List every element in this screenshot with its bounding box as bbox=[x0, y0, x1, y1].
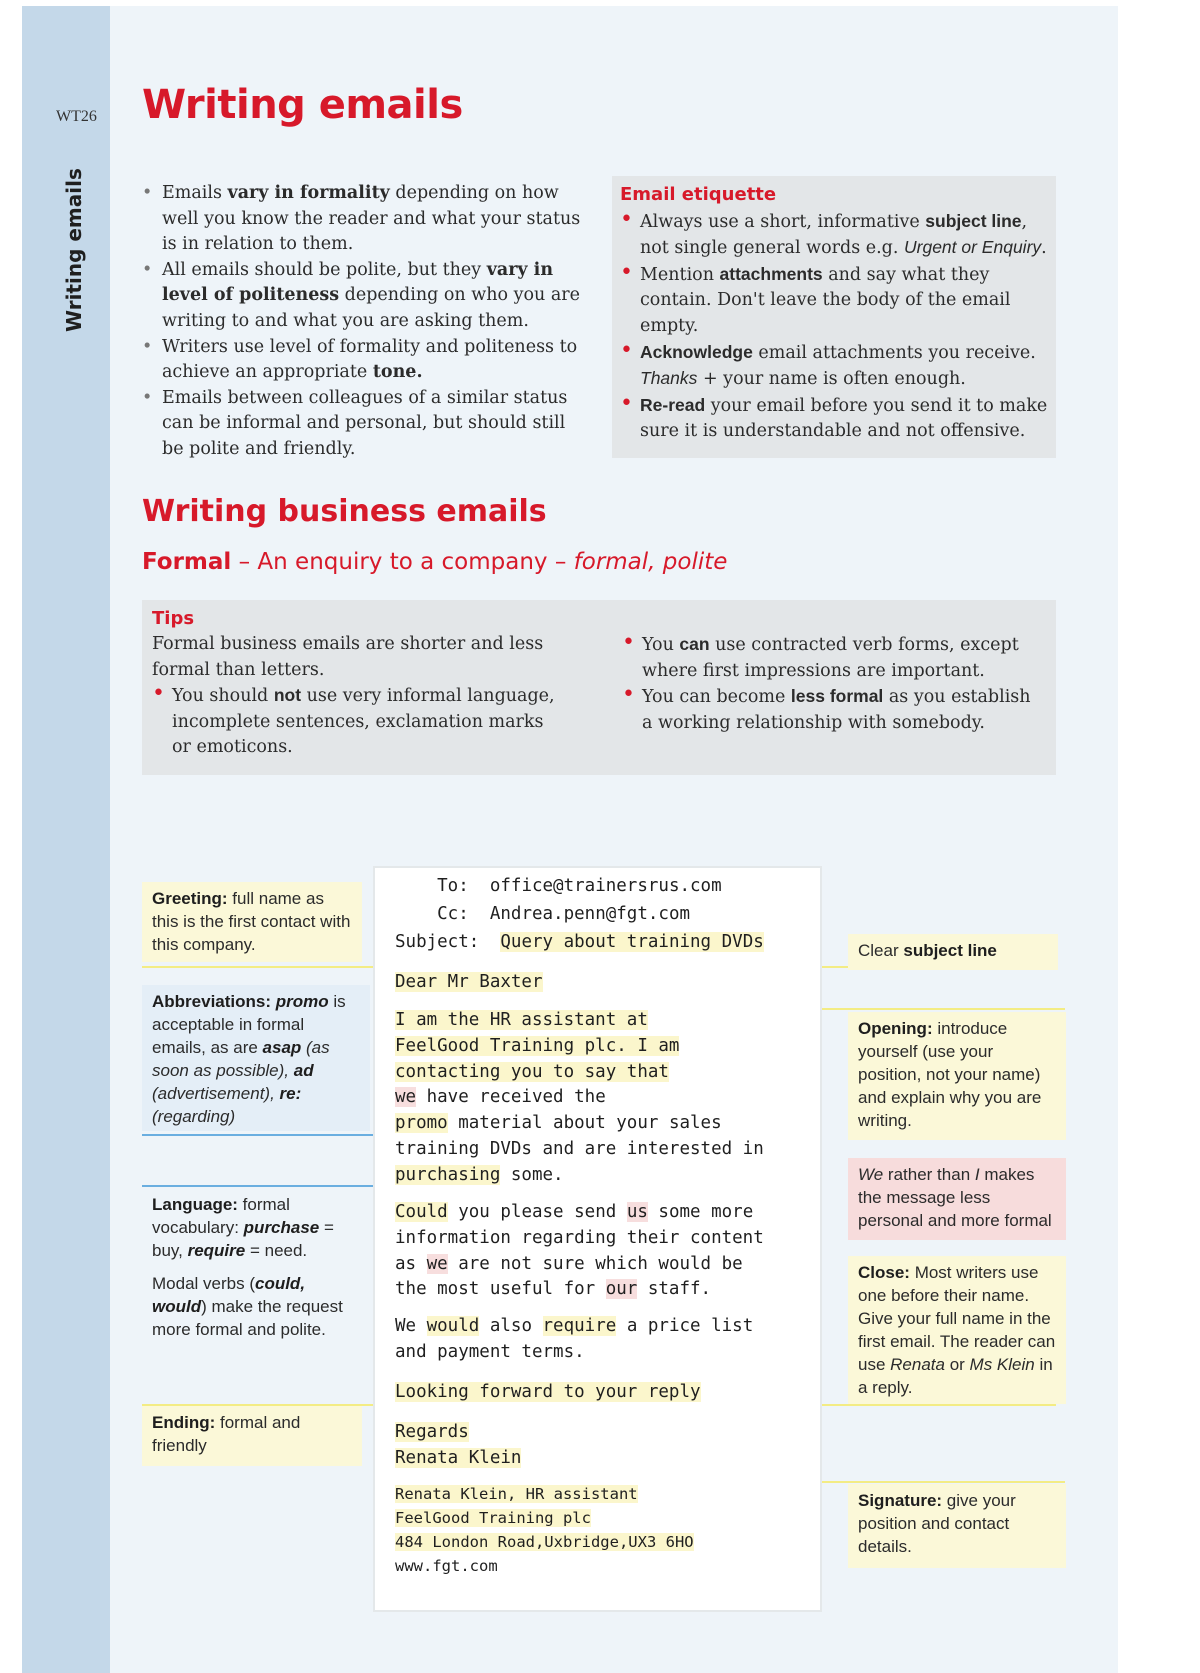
intro-list bbox=[142, 181, 592, 463]
email-paragraph-1: I am the HR assistant at FeelGood Training plc. I am contacting you to say that we have received the promo material about your sales training DVDs and are interested in purchasing some. bbox=[395, 1010, 764, 1185]
note-signature: Signature: give your position and contact details. bbox=[848, 1484, 1066, 1568]
email-paragraph-3: We would also require a price list and payment terms. bbox=[395, 1316, 754, 1362]
email-to-value: office@trainersrus.com bbox=[489, 876, 722, 896]
note-abbreviations: Abbreviations: promo is acceptable in formal emails, as are asap (as soon as possible), ad (advertisement), re: (regarding) bbox=[142, 985, 370, 1131]
tips-column-right bbox=[622, 632, 1042, 736]
email-cc-row: Cc: Andrea.penn@fgt.com bbox=[395, 904, 691, 924]
etiquette-item: • Mention attachments and say what they contain. Don't leave the body of the email empty. bbox=[620, 262, 1048, 340]
email-paragraph-2: Could you please send us some more information regarding their content as we are not sure which would be the most useful for our staff. bbox=[395, 1202, 764, 1300]
sample-email bbox=[375, 868, 820, 1610]
intro-item: • Writers use level of formality and politeness to achieve an appropriate tone. bbox=[142, 335, 592, 386]
note-language: Language: formal vocabulary: purchase = buy, require = need. Modal verbs (could, would) make the request more formal and polite. bbox=[152, 1195, 343, 1339]
email-closing: Looking forward to your reply bbox=[395, 1382, 701, 1402]
email-etiquette-box bbox=[612, 176, 1056, 458]
note-we-rather-than-i: We rather than I makes the message less personal and more formal bbox=[848, 1158, 1066, 1240]
tips-title: Tips bbox=[152, 608, 195, 629]
page-title: Writing emails bbox=[142, 82, 463, 128]
email-to-row: To: office@trainersrus.com bbox=[395, 876, 722, 896]
tips-column-left bbox=[152, 632, 562, 761]
section-subheading: Formal – An enquiry to a company – formal, polite bbox=[142, 549, 728, 575]
intro-item: • All emails should be polite, but they vary in level of politeness depending on who you are writing to and what you are asking them. bbox=[142, 258, 592, 335]
email-signoff: Regards Renata Klein bbox=[395, 1422, 522, 1468]
note-greeting: Greeting: full name as this is the first contact with this company. bbox=[142, 882, 362, 962]
etiquette-item: • Acknowledge email attachments you receive. Thanks + your name is often enough. bbox=[620, 340, 1048, 393]
note-opening: Opening: introduce yourself (use your position, not your name) and explain why you are writing. bbox=[848, 1012, 1066, 1140]
etiquette-item: • Re-read your email before you send it to make sure it is understandable and not offensive. bbox=[620, 393, 1048, 445]
tips-item: • You should not use very informal language, incomplete sentences, exclamation marks or emoticons. bbox=[152, 683, 562, 761]
email-greeting: Dear Mr Baxter bbox=[395, 972, 543, 992]
email-subject-value: Query about training DVDs bbox=[500, 932, 764, 952]
email-subject-row: Subject: Query about training DVDs bbox=[395, 932, 764, 952]
section-title: Writing business emails bbox=[142, 494, 547, 529]
note-subject-line: Clear subject line bbox=[848, 934, 1058, 970]
connector-line-abbr bbox=[142, 1134, 382, 1136]
tips-lead: Formal business emails are shorter and less formal than letters. bbox=[152, 634, 544, 680]
vertical-section-label: Writing emails bbox=[62, 168, 86, 332]
tips-box bbox=[142, 600, 1056, 775]
intro-item: • Emails between colleagues of a similar status can be informal and personal, but should still be polite and friendly. bbox=[142, 386, 592, 463]
page-code: WT26 bbox=[56, 108, 97, 125]
intro-item: • Emails vary in formality depending on how well you know the reader and what your status is in relation to them. bbox=[142, 181, 592, 258]
etiquette-title: Email etiquette bbox=[620, 184, 777, 205]
tips-item: • You can become less formal as you establish a working relationship with somebody. bbox=[622, 684, 1042, 736]
tips-item: • You can use contracted verb forms, except where first impressions are important. bbox=[622, 632, 1042, 684]
etiquette-list bbox=[620, 209, 1048, 445]
note-ending: Ending: formal and friendly bbox=[142, 1406, 362, 1466]
email-signature: Renata Klein, HR assistant FeelGood Training plc 484 London Road,Uxbridge,UX3 6HO www.fgt.com bbox=[395, 1485, 694, 1575]
etiquette-item: • Always use a short, informative subject line, not single general words e.g. Urgent or Enquiry. bbox=[620, 209, 1048, 262]
email-cc-value: Andrea.penn@fgt.com bbox=[489, 904, 691, 924]
note-close: Close: Most writers use one before their name. Give your full name in the first email. The reader can use Renata or Ms Klein in a reply. bbox=[848, 1256, 1066, 1404]
